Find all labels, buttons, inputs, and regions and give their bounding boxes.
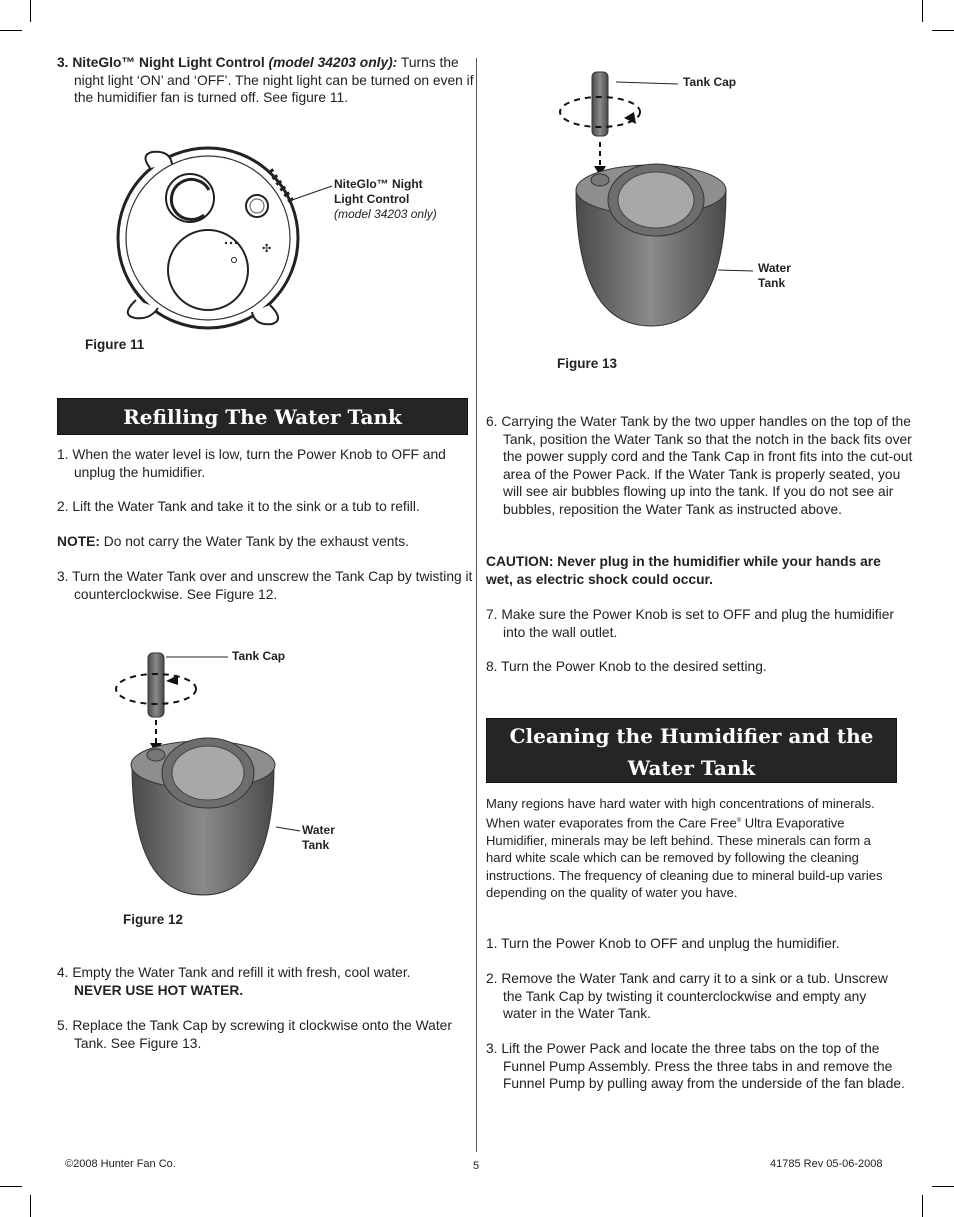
figure11-label: Figure 11 bbox=[85, 337, 145, 352]
figure11-callout-bold: NiteGlo™ Night Light Control bbox=[334, 177, 423, 206]
registered-mark: ® bbox=[736, 817, 742, 824]
footer-revision: 41785 Rev 05-06-2008 bbox=[770, 1158, 883, 1170]
figure12-label: Figure 12 bbox=[123, 912, 184, 927]
crop-mark bbox=[30, 0, 31, 22]
item3-prefix: 3. NiteGlo™ Night Light Control bbox=[57, 55, 269, 70]
figure11-control-panel bbox=[110, 140, 340, 340]
page-number: 5 bbox=[473, 1160, 480, 1172]
note-text: Do not carry the Water Tank by the exhaust vents. bbox=[99, 534, 409, 549]
clean-step2: 2. Remove the Water Tank and carry it to a sink or a tub. Unscrew the Tank Cap by twisting it counterclockwise and empty any water in the Water Tank. bbox=[486, 971, 888, 1022]
refill-step8: 8. Turn the Power Knob to the desired setting. bbox=[486, 659, 767, 674]
crop-mark bbox=[932, 1186, 954, 1187]
column-divider bbox=[476, 58, 477, 1152]
refill-step2: 2. Lift the Water Tank and take it to the sink or a tub to refill. bbox=[57, 499, 420, 514]
crop-mark bbox=[922, 1195, 923, 1217]
refill-step6: 6. Carrying the Water Tank by the two upper handles on the top of the Tank, position the Water Tank so that the notch in the back fits over the power supply cord and the Tank Cap in front fits into the cut-out area of the Power Pack. If the Water Tank is properly seated, you will see air bubbles flowing up into the tank. If you do not see air bubbles, reposition the Water Tank as instructed above. bbox=[486, 414, 913, 517]
intro-part-b: Ultra Evaporative Humidifier, minerals may be left behind. These minerals can form a hard white scale which can be removed by following the cleaning instructions. The frequency of cleaning due to mineral build-up varies depending on the quality of water you have. bbox=[486, 814, 883, 901]
figure12-tank-label-1: Water bbox=[302, 823, 335, 837]
refill-step5: 5. Replace the Tank Cap by screwing it clockwise onto the Water Tank. See Figure 13. bbox=[57, 1018, 452, 1051]
crop-mark bbox=[30, 1195, 31, 1217]
note-label: NOTE: bbox=[57, 534, 100, 549]
refill-note bbox=[57, 533, 467, 551]
figure13-tank-label bbox=[758, 261, 791, 291]
item3-text: Turns the night light ‘ON’ and ‘OFF’. The night light can be turned on even if the humidifier fan is turned off. See figure 11. bbox=[74, 55, 474, 106]
figure13-tank-label-2: Tank bbox=[758, 276, 786, 290]
figure12-tank-illustration bbox=[108, 645, 308, 900]
clean-step1: 1. Turn the Power Knob to OFF and unplug the humidifier. bbox=[486, 936, 840, 951]
figure12-tank-label bbox=[302, 823, 335, 853]
step4-warning: NEVER USE HOT WATER. bbox=[74, 982, 244, 998]
banner-cleaning-line1: Cleaning the Humidifier and the bbox=[509, 724, 874, 748]
svg-text:✣: ✣ bbox=[262, 243, 272, 255]
caution-text: CAUTION: Never plug in the humidifier while your hands are wet, as electric shock could occur. bbox=[486, 554, 881, 587]
refill-step4 bbox=[57, 964, 474, 999]
item3-model: (model 34203 only): bbox=[268, 55, 398, 70]
cleaning-intro bbox=[486, 795, 891, 902]
figure11-callout bbox=[334, 177, 444, 222]
figure13-cap-label: Tank Cap bbox=[683, 75, 737, 89]
crop-mark bbox=[922, 0, 923, 22]
banner-cleaning-line2: Water Tank bbox=[627, 756, 756, 780]
figure13-tank-illustration bbox=[556, 68, 756, 330]
intro-part-a: Many regions have hard water with high concentrations of minerals. When water evaporates from the Care Free bbox=[486, 796, 875, 830]
figure12-cap-label: Tank Cap bbox=[232, 649, 286, 663]
refill-step7: 7. Make sure the Power Knob is set to OFF and plug the humidifier into the wall outlet. bbox=[486, 607, 894, 640]
crop-mark bbox=[0, 1186, 22, 1187]
refill-step1: 1. When the water level is low, turn the Power Knob to OFF and unplug the humidifier. bbox=[57, 447, 446, 480]
refill-step3: 3. Turn the Water Tank over and unscrew the Tank Cap by twisting it counterclockwise. See Figure 12. bbox=[57, 569, 473, 602]
item3-paragraph bbox=[57, 54, 485, 107]
figure13-label: Figure 13 bbox=[557, 356, 618, 371]
banner-cleaning bbox=[486, 718, 897, 783]
banner-refilling: Refilling The Water Tank bbox=[57, 398, 468, 435]
figure12-tank-label-2: Tank bbox=[302, 838, 330, 852]
crop-mark bbox=[0, 30, 22, 31]
figure11-callout-italic: (model 34203 only) bbox=[334, 207, 437, 221]
step4-text: 4. Empty the Water Tank and refill it with fresh, cool water. bbox=[57, 965, 411, 980]
crop-mark bbox=[932, 30, 954, 31]
footer-copyright: ©2008 Hunter Fan Co. bbox=[65, 1158, 176, 1170]
figure13-tank-label-1: Water bbox=[758, 261, 791, 275]
clean-step3: 3. Lift the Power Pack and locate the three tabs on the top of the Funnel Pump Assembly. Press the three tabs in and remove the Funnel Pump by pulling away from the underside of the fan blade. bbox=[486, 1041, 905, 1092]
